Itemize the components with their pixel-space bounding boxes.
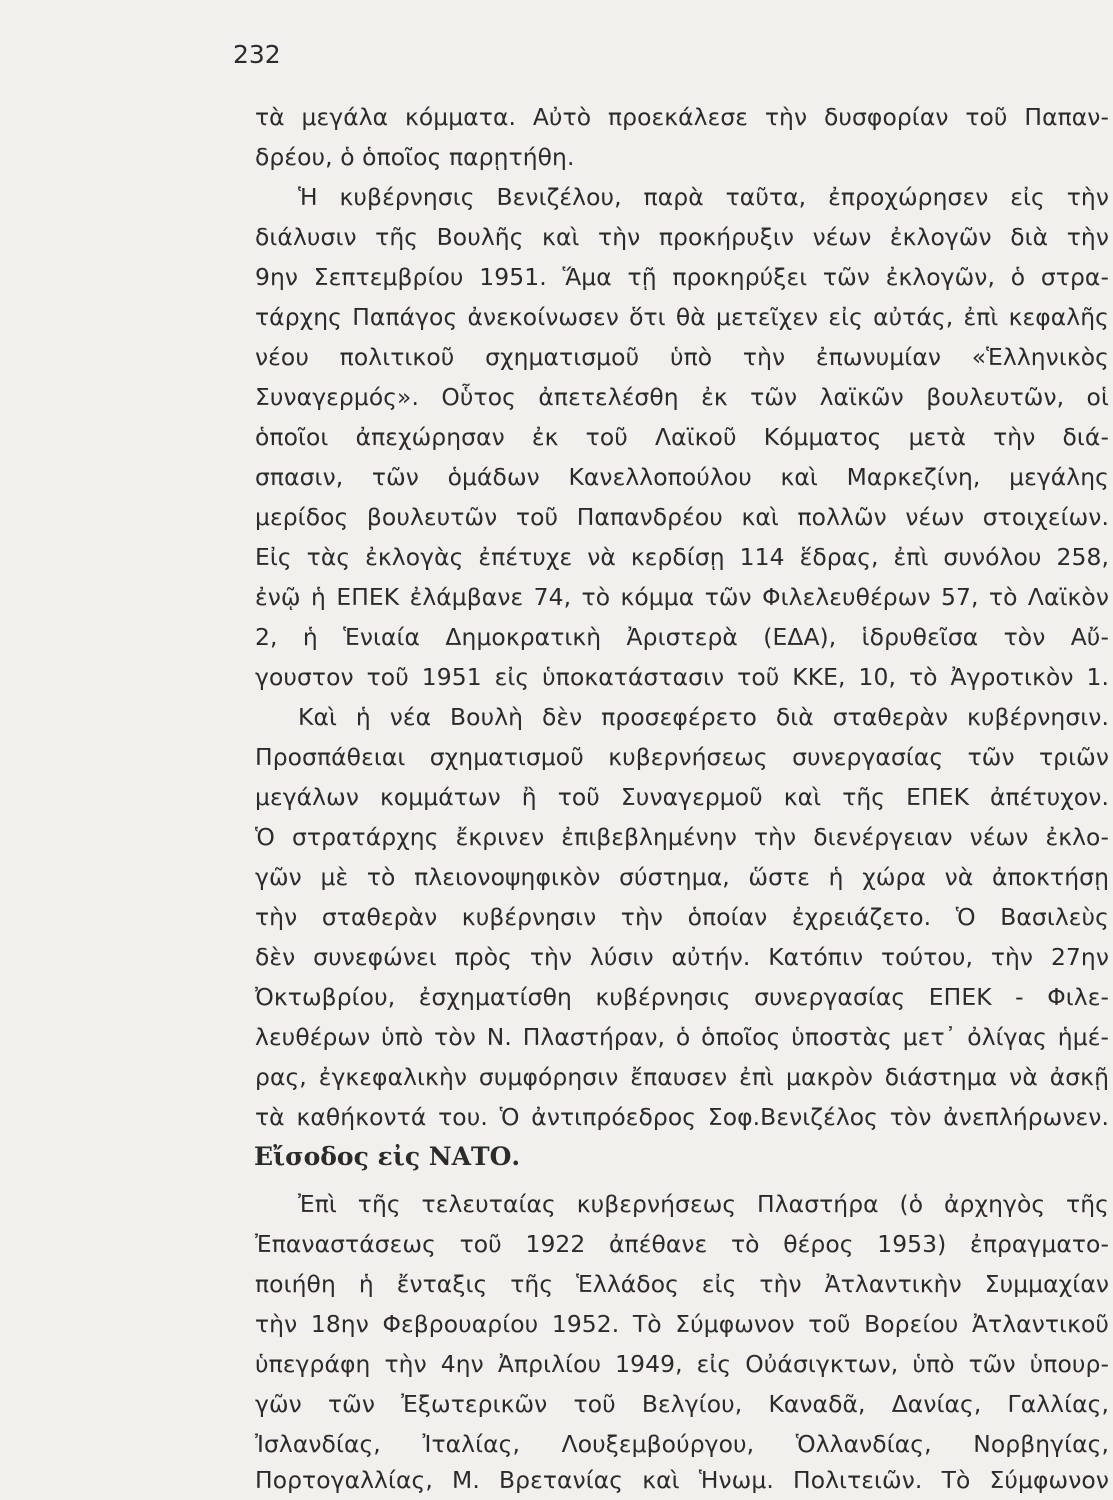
- text-line: Ἐπαναστάσεως τοῦ 1922 ἀπέθανε τὸ θέρος 1953) ἐπραγματο-: [255, 1230, 1109, 1258]
- text-line: 2, ἡ Ἑνιαία Δημοκρατικὴ Ἀριστερὰ (ΕΔΑ), ἱδρυθεῖσα τὸν Αὔ-: [255, 623, 1109, 651]
- text-line: ρας, ἐγκεφαλικὴν συμφόρησιν ἔπαυσεν ἐπὶ μακρὸν διάστημα νὰ ἀσκῇ: [255, 1063, 1109, 1091]
- text-line: τὰ καθήκοντά του. Ὁ ἀντιπρόεδρος Σοφ.Βενιζέλος τὸν ἀνεπλήρωνεν.: [255, 1103, 1109, 1131]
- text-line: δρέου, ὁ ὁποῖος παρῃτήθη.: [255, 143, 575, 171]
- text-line: γῶν μὲ τὸ πλειονοψηφικὸν σύστημα, ὥστε ἡ χώρα νὰ ἀποκτήσῃ: [255, 863, 1109, 891]
- text-line: Ἰσλανδίας, Ἰταλίας, Λουξεμβούργου, Ὁλλανδίας, Νορβηγίας,: [255, 1430, 1109, 1458]
- text-line: Προσπάθειαι σχηματισμοῦ κυβερνήσεως συνεργασίας τῶν τριῶν: [255, 743, 1109, 771]
- text-line: 9ην Σεπτεμβρίου 1951. Ἅμα τῇ προκηρύξει τῶν ἐκλογῶν, ὁ στρα-: [255, 263, 1109, 291]
- text-line: Ἐπὶ τῆς τελευταίας κυβερνήσεως Πλαστήρα (ὁ ἀρχηγὸς τῆς: [298, 1190, 1109, 1218]
- text-line: Καὶ ἡ νέα Βουλὴ δὲν προσεφέρετο διὰ σταθερὰν κυβέρνησιν.: [298, 703, 1109, 731]
- text-line: δὲν συνεφώνει πρὸς τὴν λύσιν αὐτήν. Κατόπιν τούτου, τὴν 27ην: [255, 943, 1109, 971]
- text-line: νέου πολιτικοῦ σχηματισμοῦ ὑπὸ τὴν ἐπωνυμίαν «Ἑλληνικὸς: [255, 343, 1109, 371]
- text-line: τὰ μεγάλα κόμματα. Αὐτὸ προεκάλεσε τὴν δυσφορίαν τοῦ Παπαν-: [255, 103, 1109, 131]
- text-line: Ὀκτωβρίου, ἐσχηματίσθη κυβέρνησις συνεργασίας ΕΠΕΚ - Φιλε-: [255, 983, 1109, 1011]
- section-heading: Εἴσοδος εἰς ΝΑΤΟ.: [254, 1142, 521, 1171]
- text-line: ὑπεγράφη τὴν 4ην Ἀπριλίου 1949, εἰς Οὐάσιγκτων, ὑπὸ τῶν ὑπουρ-: [255, 1350, 1109, 1378]
- text-line: λευθέρων ὑπὸ τὸν Ν. Πλαστήραν, ὁ ὁποῖος ὑποστὰς μετ᾽ ὀλίγας ἡμέ-: [255, 1023, 1109, 1051]
- text-line: διάλυσιν τῆς Βουλῆς καὶ τὴν προκήρυξιν νέων ἐκλογῶν διὰ τὴν: [255, 223, 1109, 251]
- text-line: Εἰς τὰς ἐκλογὰς ἐπέτυχε νὰ κερδίσῃ 114 ἕδρας, ἐπὶ συνόλου 258,: [255, 543, 1109, 571]
- text-line: τὴν 18ην Φεβρουαρίου 1952. Τὸ Σύμφωνον τοῦ Βορείου Ἀτλαντικοῦ: [255, 1310, 1109, 1338]
- text-line: τὴν σταθερὰν κυβέρνησιν τὴν ὁποίαν ἐχρειάζετο. Ὁ Βασιλεὺς: [255, 903, 1109, 931]
- text-line: Συναγερμός». Οὗτος ἀπετελέσθη ἐκ τῶν λαϊκῶν βουλευτῶν, οἱ: [255, 383, 1109, 411]
- text-line: μερίδος βουλευτῶν τοῦ Παπανδρέου καὶ πολλῶν νέων στοιχείων.: [255, 503, 1109, 531]
- text-line: μεγάλων κομμάτων ἢ τοῦ Συναγερμοῦ καὶ τῆς ΕΠΕΚ ἀπέτυχον.: [255, 783, 1109, 811]
- page-number: 232: [233, 40, 281, 69]
- text-line: Ἡ κυβέρνησις Βενιζέλου, παρὰ ταῦτα, ἐπροχώρησεν εἰς τὴν: [298, 183, 1109, 211]
- text-line: Ὁ στρατάρχης ἔκρινεν ἐπιβεβλημένην τὴν διενέργειαν νέων ἐκλο-: [255, 823, 1109, 851]
- text-line: Πορτογαλλίας, Μ. Βρετανίας καὶ Ἡνωμ. Πολιτειῶν. Τὸ Σύμφωνον: [255, 1466, 1109, 1494]
- text-line: γῶν τῶν Ἐξωτερικῶν τοῦ Βελγίου, Καναδᾶ, Δανίας, Γαλλίας,: [255, 1390, 1109, 1418]
- text-line: σπασιν, τῶν ὁμάδων Κανελλοπούλου καὶ Μαρκεζίνη, μεγάλης: [255, 463, 1109, 491]
- text-line: ὁποῖοι ἀπεχώρησαν ἐκ τοῦ Λαϊκοῦ Κόμματος μετὰ τὴν διά-: [255, 423, 1109, 451]
- text-line: γουστον τοῦ 1951 εἰς ὑποκατάστασιν τοῦ ΚΚΕ, 10, τὸ Ἀγροτικὸν 1.: [255, 663, 1109, 691]
- text-line: τάρχης Παπάγος ἀνεκοίνωσεν ὅτι θὰ μετεῖχεν εἰς αὐτάς, ἐπὶ κεφαλῆς: [255, 303, 1109, 331]
- text-line: ποιήθη ἡ ἔνταξις τῆς Ἑλλάδος εἰς τὴν Ἀτλαντικὴν Συμμαχίαν: [255, 1270, 1109, 1298]
- text-line: ἐνῷ ἡ ΕΠΕΚ ἐλάμβανε 74, τὸ κόμμα τῶν Φιλελευθέρων 57, τὸ Λαϊκὸν: [255, 583, 1109, 611]
